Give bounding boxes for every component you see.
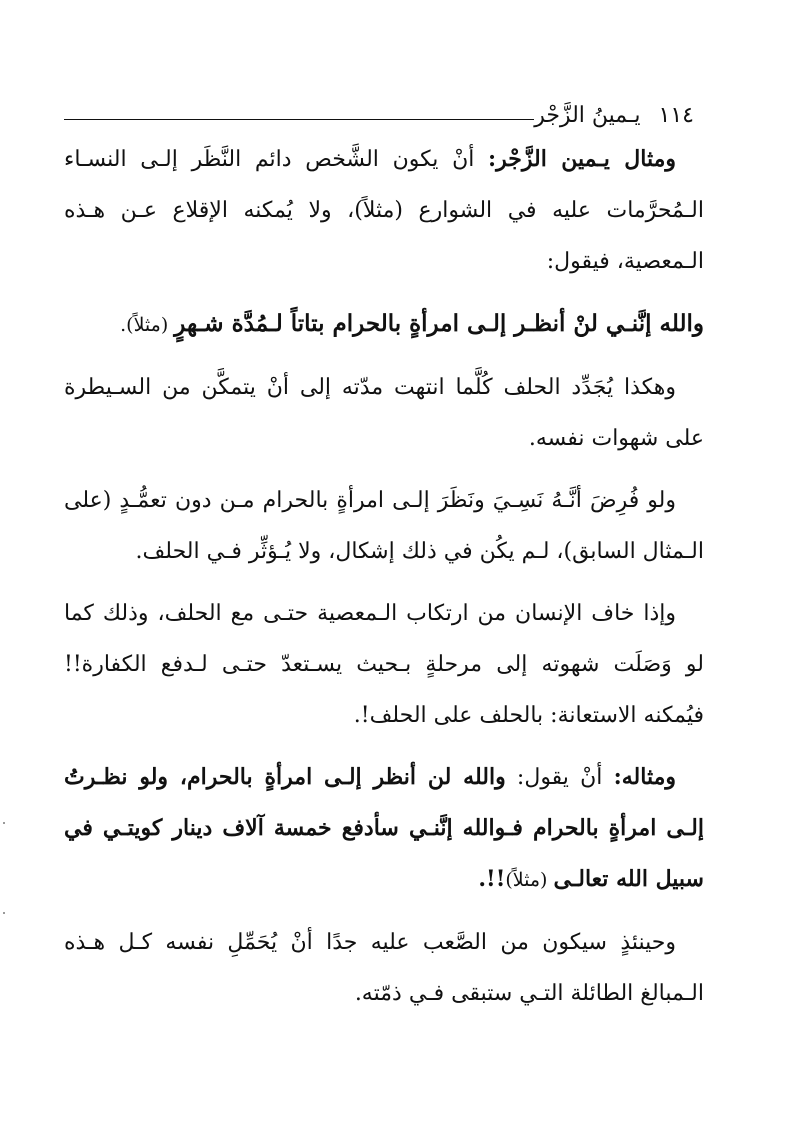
- oath-note: (مثلاً).: [120, 314, 175, 336]
- paragraph-text: أنْ يكون الشَّخص دائم النَّظَر إلـى النسـاء الـمُحرَّمات عليه في الشوارع (مثلاً)، ولا يُمكنه الإقلاع عـن هـذه الـمعصية، فيقول:: [64, 147, 704, 274]
- paragraph-conclusion: وحينئذٍ سيكون من الصَّعب عليه جدًا أنْ يُحَمِّلِ نفسه كـل هـذه الـمبالغ الطائلة التـي ستبقى فـي ذمّته.: [64, 930, 704, 1006]
- example-two-note: (مثلاً): [505, 869, 554, 891]
- running-title: يـمينُ الزَّجْر: [534, 103, 641, 128]
- oath-example: [64, 298, 704, 351]
- oath-text: والله إنَّنـي لنْ أنظـر إلـى امرأةٍ بالحرام بتاتاً لـمُدَّة شـهرٍ: [174, 310, 704, 337]
- header-rule: [64, 119, 534, 120]
- page-header: [64, 88, 694, 128]
- scan-speck: [3, 912, 5, 914]
- example-two-intro: أنْ يقول:: [505, 765, 614, 790]
- paragraph-renewal: وهكذا يُجَدِّد الحلف كُلَّما انتهت مدّته إلى أنْ يتمكَّن من السـيطرة على شهوات نفسه.: [64, 375, 704, 451]
- paragraph-example-intro: [64, 134, 704, 287]
- scan-speck: [3, 822, 5, 824]
- example-two-heading: ومثاله:: [613, 764, 677, 790]
- example-two-oath: والله لن أنظر إلـى امرأةٍ بالحرام، ولو نظـرتُ إلـى امرأةٍ بالحرام فـوالله إنَّنـي سأدفع خمسة آلاف دينار كويتـي في سبيل الله تعالـى: [64, 764, 704, 892]
- example-heading: ومثال يـمين الزَّجْر:: [488, 146, 676, 172]
- paragraph-oath-on-oath: وإذا خاف الإنسان من ارتكاب الـمعصية حتـى مع الحلف، وذلك كما لو وَصَلَت شهوته إلى مرحلةٍ بـحيث يسـتعدّ حتـى لـدفع الكفارة!! فيُمكنه الاستعانة: بالحلف على الحلف!.: [64, 601, 704, 728]
- paragraph-example-two: [64, 752, 704, 906]
- example-two-end: !!.: [478, 866, 506, 892]
- page-number: ١١٤: [658, 103, 694, 128]
- paragraph-forgetting: ولو فُرِضَ أنَّـهُ نَسِـيَ ونَظَرَ إلـى امرأةٍ بالحرام مـن دون تعمُّـدٍ (على الـمثال السابق)، لـم يكُن في ذلك إشكال، ولا يُـؤثِّر فـي الحلف.: [64, 488, 704, 564]
- page-body: [64, 134, 704, 1030]
